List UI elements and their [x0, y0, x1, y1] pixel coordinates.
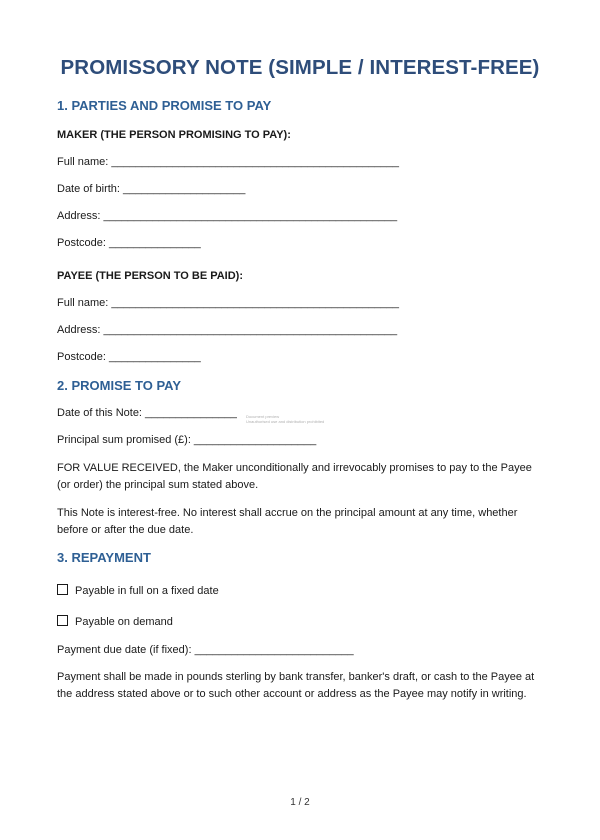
- option-fixed-date[interactable]: [57, 584, 219, 597]
- due-date-field[interactable]: Payment due date (if fixed): __________________________: [57, 644, 354, 656]
- maker-full-name-field[interactable]: Full name: _______________________________________________: [57, 156, 399, 168]
- preview-watermark: [246, 414, 324, 424]
- payee-postcode-field[interactable]: Postcode: _______________: [57, 351, 201, 363]
- maker-postcode-field[interactable]: Postcode: _______________: [57, 237, 201, 249]
- section-heading-repayment: 3. REPAYMENT: [57, 550, 151, 565]
- section-heading-promise: 2. PROMISE TO PAY: [57, 378, 182, 393]
- payment-method-paragraph: Payment shall be made in pounds sterling by bank transfer, banker's draft, or cash to the Payee at the address stated above or to such other account or address as the Payee may notify in writing.: [57, 671, 535, 700]
- maker-dob-field[interactable]: Date of birth: ____________________: [57, 183, 246, 195]
- watermark-line-2: Unauthorised use and distribution prohibited: [246, 419, 325, 424]
- payee-label: PAYEE (THE PERSON TO BE PAID):: [57, 270, 244, 282]
- value-received-paragraph: FOR VALUE RECEIVED, the Maker unconditionally and irrevocably promises to pay to the Payee (or order) the principal sum stated above.: [57, 462, 532, 491]
- maker-label: MAKER (THE PERSON PROMISING TO PAY):: [57, 129, 291, 141]
- page-number: 1 / 2: [290, 797, 310, 808]
- section-heading-parties: 1. PARTIES AND PROMISE TO PAY: [57, 98, 272, 113]
- payee-address-field[interactable]: Address: ________________________________________________: [57, 324, 398, 336]
- option-on-demand-label: Payable on demand: [75, 616, 173, 628]
- payee-full-name-field[interactable]: Full name: _______________________________________________: [57, 297, 399, 309]
- document-title: PROMISSORY NOTE (SIMPLE / INTEREST-FREE): [60, 56, 540, 79]
- option-fixed-date-label: Payable in full on a fixed date: [75, 585, 219, 597]
- checkbox-on-demand[interactable]: [57, 615, 68, 626]
- watermark-line-1: Document preview: [246, 414, 280, 419]
- checkbox-fixed-date[interactable]: [57, 584, 68, 595]
- option-on-demand[interactable]: [57, 615, 173, 628]
- note-date-field[interactable]: Date of this Note: _______________: [57, 407, 237, 419]
- interest-free-paragraph: This Note is interest-free. No interest shall accrue on the principal amount at any time, whether before or after the due date.: [57, 507, 518, 536]
- principal-sum-field[interactable]: Principal sum promised (£): ____________________: [57, 434, 317, 446]
- maker-address-field[interactable]: Address: ________________________________________________: [57, 210, 398, 222]
